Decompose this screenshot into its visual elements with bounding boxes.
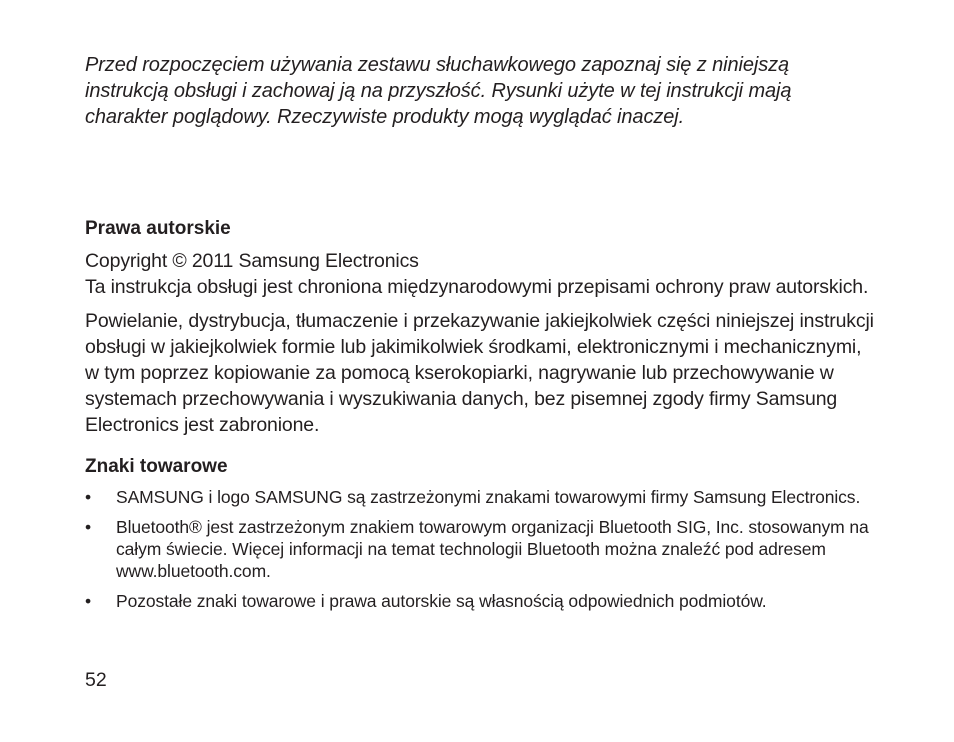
manual-page [85, 52, 875, 620]
list-item-text: Bluetooth® jest zastrzeżonym znakiem towarowym organizacji Bluetooth SIG, Inc. stosowanym na całym świecie. Więcej informacji na temat technologii Bluetooth można znaleźć pod adresem www.bluetooth.com. [116, 517, 869, 581]
intro-paragraph: Przed rozpoczęciem używania zestawu słuchawkowego zapoznaj się z niniejszą instrukcją obsługi i zachowaj ją na przyszłość. Rysunki użyte w tej instrukcji mają charakter poglądowy. Rzeczywiste produkty mogą wyglądać inaczej. [85, 54, 792, 128]
list-item [85, 590, 875, 612]
list-item-text: Pozostałe znaki towarowe i prawa autorskie są własnością odpowiednich podmiotów. [116, 591, 767, 611]
copyright-protection-line: Ta instrukcja obsługi jest chroniona międzynarodowymi przepisami ochrony praw autorskich. [85, 276, 869, 298]
copyright-heading: Prawa autorskie [85, 218, 231, 239]
bullet-icon: • [85, 487, 92, 507]
bullet-icon: • [85, 591, 92, 611]
bullet-icon: • [85, 517, 92, 537]
trademarks-list [85, 486, 875, 612]
trademarks-heading: Znaki towarowe [85, 456, 228, 477]
copyright-line: Copyright © 2011 Samsung Electronics [85, 250, 419, 272]
page-number: 52 [85, 669, 107, 691]
list-item [85, 516, 875, 582]
list-item-text: SAMSUNG i logo SAMSUNG są zastrzeżonymi znakami towarowymi firmy Samsung Electronics. [116, 487, 861, 507]
reproduction-paragraph: Powielanie, dystrybucja, tłumaczenie i przekazywanie jakiejkolwiek części niniejszej instrukcji obsługi w jakiejkolwiek formie lub jakimikolwiek środkami, elektronicznymi i mechanicznymi, w tym poprzez kopiowanie za pomocą kserokopiarki, nagrywanie lub przechowywanie w systemach przechowywania i wyszukiwania danych, bez pisemnej zgody firmy Samsung Electronics jest zabronione. [85, 310, 874, 436]
copyright-statement [85, 248, 875, 300]
list-item [85, 486, 875, 508]
